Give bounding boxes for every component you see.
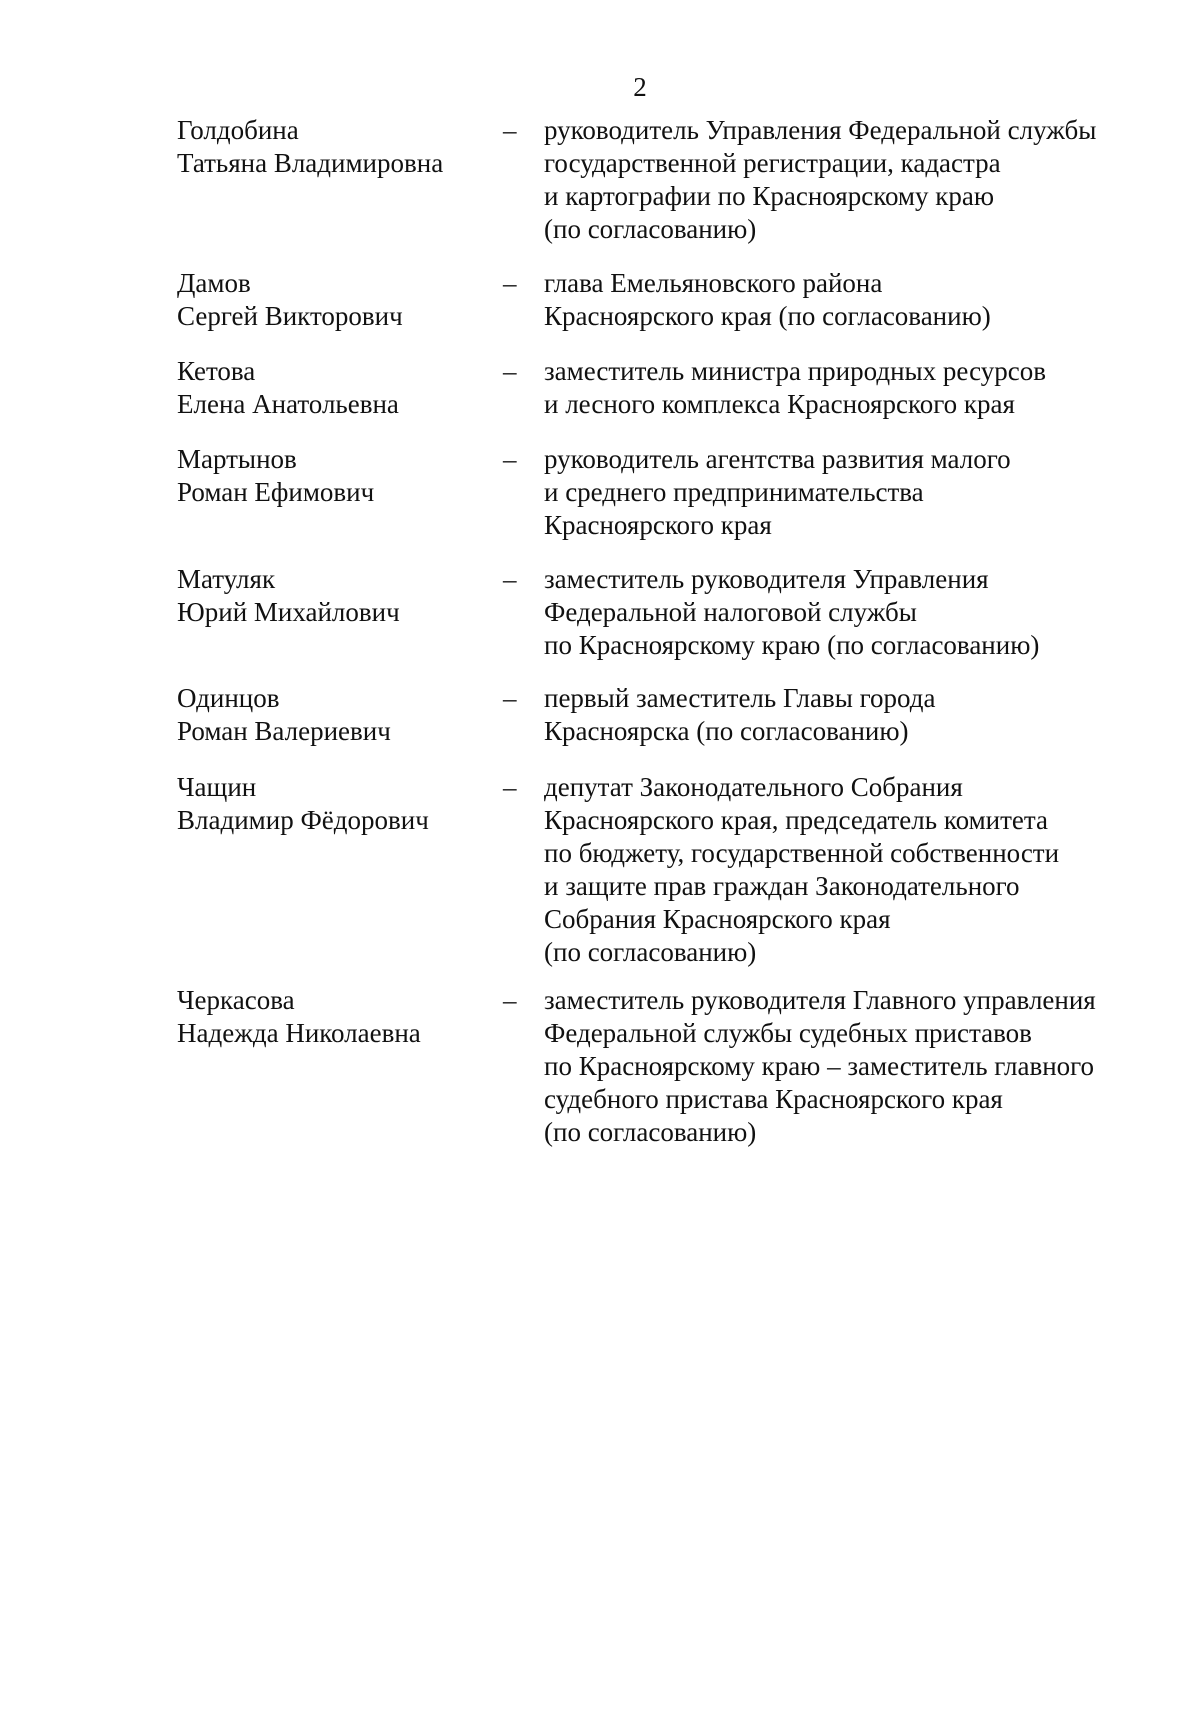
position-line: по Красноярскому краю – заместитель главного	[544, 1051, 1095, 1081]
member-given-names: Роман Ефимович	[177, 477, 375, 507]
dash-separator: –	[503, 985, 517, 1015]
position-line: Собрания Красноярского края	[544, 904, 891, 934]
page-number: 2	[633, 72, 647, 102]
member-name	[177, 443, 497, 509]
member-position	[544, 443, 1144, 542]
position-line: Красноярского края	[544, 510, 772, 540]
position-line: и лесного комплекса Красноярского края	[544, 389, 1015, 419]
position-line: Красноярского края (по согласованию)	[544, 301, 991, 331]
position-line: Федеральной налоговой службы	[544, 597, 917, 627]
member-surname: Голдобина	[177, 115, 299, 145]
position-line: первый заместитель Главы города	[544, 683, 936, 713]
position-line: Федеральной службы судебных приставов	[544, 1018, 1032, 1048]
member-position	[544, 563, 1144, 662]
member-surname: Одинцов	[177, 683, 280, 713]
member-position	[544, 771, 1144, 969]
dash-separator: –	[503, 444, 517, 474]
member-name	[177, 682, 497, 748]
member-surname: Мартынов	[177, 444, 297, 474]
position-line: заместитель руководителя Главного управления	[544, 985, 1096, 1015]
member-name	[177, 563, 497, 629]
position-line: и картографии по Красноярскому краю	[544, 181, 995, 211]
member-name	[177, 267, 497, 333]
position-line: и среднего предпринимательства	[544, 477, 924, 507]
member-surname: Матуляк	[177, 564, 276, 594]
position-line: по бюджету, государственной собственности	[544, 838, 1060, 868]
position-line: по Красноярскому краю (по согласованию)	[544, 630, 1040, 660]
dash-separator: –	[503, 356, 517, 386]
dash-separator: –	[503, 268, 517, 298]
position-line: депутат Законодательного Собрания	[544, 772, 963, 802]
member-given-names: Юрий Михайлович	[177, 597, 400, 627]
member-position	[544, 355, 1144, 421]
member-position	[544, 984, 1144, 1149]
member-surname: Чащин	[177, 772, 257, 802]
member-surname: Черкасова	[177, 985, 295, 1015]
position-line: (по согласованию)	[544, 937, 757, 967]
position-line: Красноярского края, председатель комитета	[544, 805, 1048, 835]
member-position	[544, 682, 1144, 748]
position-line: руководитель Управления Федеральной службы	[544, 115, 1097, 145]
member-given-names: Елена Анатольевна	[177, 389, 399, 419]
member-given-names: Надежда Николаевна	[177, 1018, 421, 1048]
member-name	[177, 984, 497, 1050]
position-line: (по согласованию)	[544, 214, 757, 244]
dash-separator: –	[503, 772, 517, 802]
member-given-names: Владимир Фёдорович	[177, 805, 429, 835]
member-position	[544, 114, 1144, 246]
member-name	[177, 771, 497, 837]
position-line: глава Емельяновского района	[544, 268, 883, 298]
position-line: судебного пристава Красноярского края	[544, 1084, 1003, 1114]
position-line: Красноярска (по согласованию)	[544, 716, 909, 746]
position-line: заместитель министра природных ресурсов	[544, 356, 1046, 386]
member-name	[177, 355, 497, 421]
position-line: руководитель агентства развития малого	[544, 444, 1011, 474]
member-position	[544, 267, 1144, 333]
member-given-names: Роман Валериевич	[177, 716, 391, 746]
member-given-names: Сергей Викторович	[177, 301, 403, 331]
member-given-names: Татьяна Владимировна	[177, 148, 444, 178]
position-line: государственной регистрации, кадастра	[544, 148, 1001, 178]
dash-separator: –	[503, 564, 517, 594]
member-name	[177, 114, 497, 180]
position-line: (по согласованию)	[544, 1117, 757, 1147]
position-line: и защите прав граждан Законодательного	[544, 871, 1020, 901]
dash-separator: –	[503, 115, 517, 145]
position-line: заместитель руководителя Управления	[544, 564, 989, 594]
member-surname: Дамов	[177, 268, 251, 298]
dash-separator: –	[503, 683, 517, 713]
member-surname: Кетова	[177, 356, 256, 386]
